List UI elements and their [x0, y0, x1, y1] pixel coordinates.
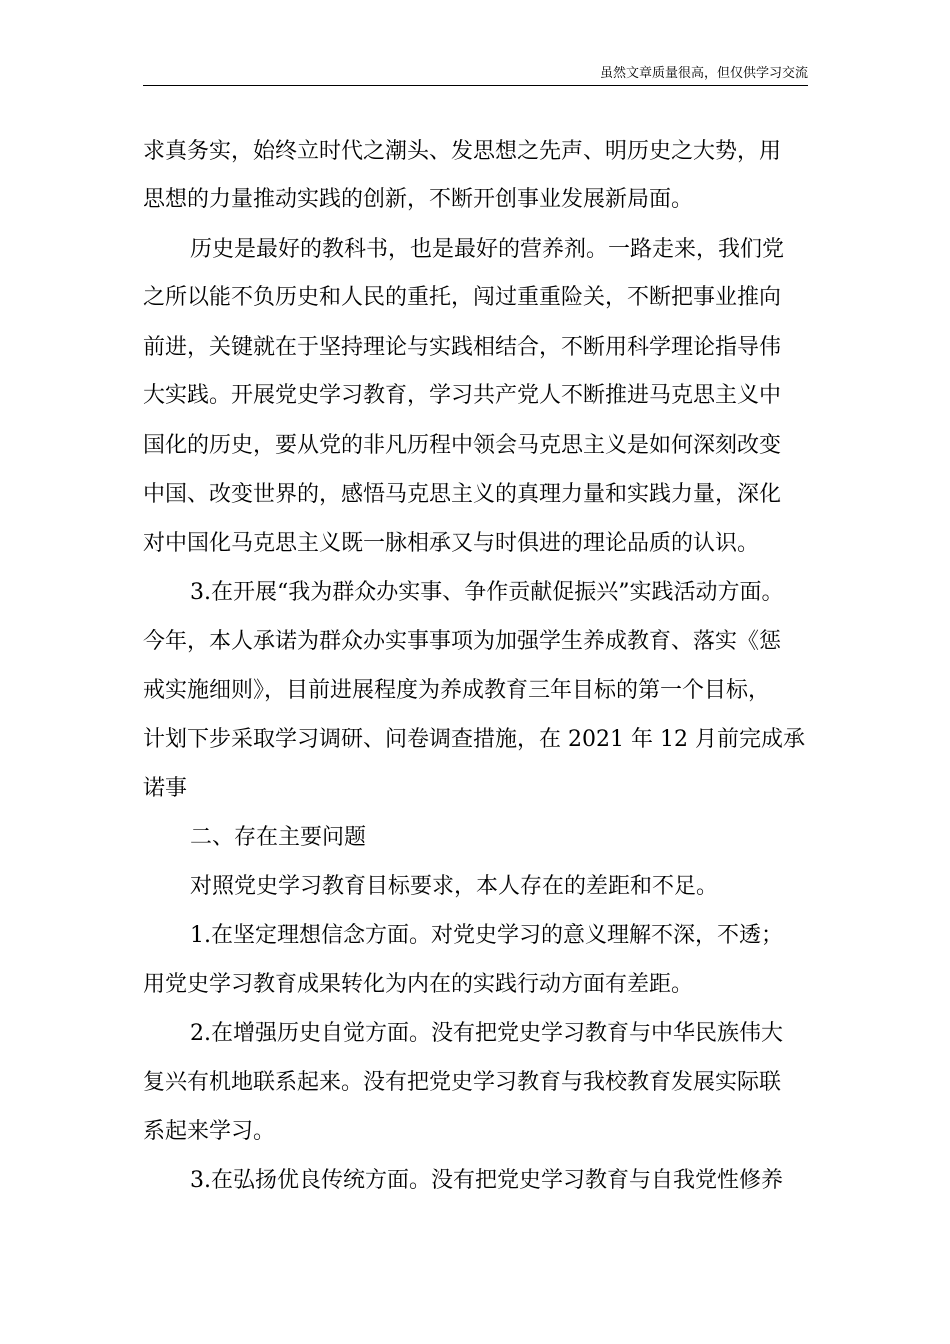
text-line: 对中国化马克思主义既一脉相承又与时俱进的理论品质的认识。 [143, 531, 760, 556]
text-line: 对照党史学习教育目标要求，本人存在的差距和不足。 [190, 874, 719, 899]
text-line: 大实践。开展党史学习教育，学习共产党人不断推进马克思主义中 [143, 383, 782, 408]
section-heading: 二、存在主要问题 [190, 825, 367, 850]
text-line: 2.在增强历史自觉方面。没有把党史学习教育与中华民族伟大 [190, 1021, 783, 1046]
text-line: 求真务实，始终立时代之潮头、发思想之先声、明历史之大势，用 [143, 139, 782, 164]
text-line: 今年，本人承诺为群众办实事事项为加强学生养成教育、落实《惩 [143, 629, 782, 654]
text-line: 思想的力量推动实践的创新，不断开创事业发展新局面。 [143, 187, 694, 212]
text-line: 前进，关键就在于坚持理论与实践相结合，不断用科学理论指导伟 [143, 335, 782, 360]
text-line: 国化的历史，要从党的非凡历程中领会马克思主义是如何深刻改变 [143, 433, 782, 458]
text-line: 用党史学习教育成果转化为内在的实践行动方面有差距。 [143, 972, 694, 997]
header-text: 虽然文章质量很高，但仅供学习交流 [599, 66, 808, 81]
text-line: 诺事 [143, 776, 188, 801]
text-line: 戒实施细则》，目前进展程度为养成教育三年目标的第一个目标， [143, 678, 771, 703]
text-line: 3.在开展“我为群众办实事、争作贡献促振兴”实践活动方面。 [190, 580, 784, 605]
text-line: 历史是最好的教科书，也是最好的营养剂。一路走来，我们党 [190, 237, 785, 262]
text-line: 3.在弘扬优良传统方面。没有把党史学习教育与自我党性修养 [190, 1168, 783, 1193]
text-line: 中国、改变世界的，感悟马克思主义的真理力量和实践力量，深化 [143, 482, 782, 507]
text-line: 1.在坚定理想信念方面。对党史学习的意义理解不深，不透； [190, 923, 783, 948]
text-line: 系起来学习。 [143, 1119, 276, 1144]
text-line: 计划下步采取学习调研、问卷调查措施，在 2021 年 12 月前完成承 [143, 727, 805, 752]
text-line: 复兴有机地联系起来。没有把党史学习教育与我校教育发展实际联 [143, 1070, 782, 1095]
text-line: 之所以能不负历史和人民的重托，闯过重重险关，不断把事业推向 [143, 285, 782, 310]
header-rule [143, 85, 808, 86]
